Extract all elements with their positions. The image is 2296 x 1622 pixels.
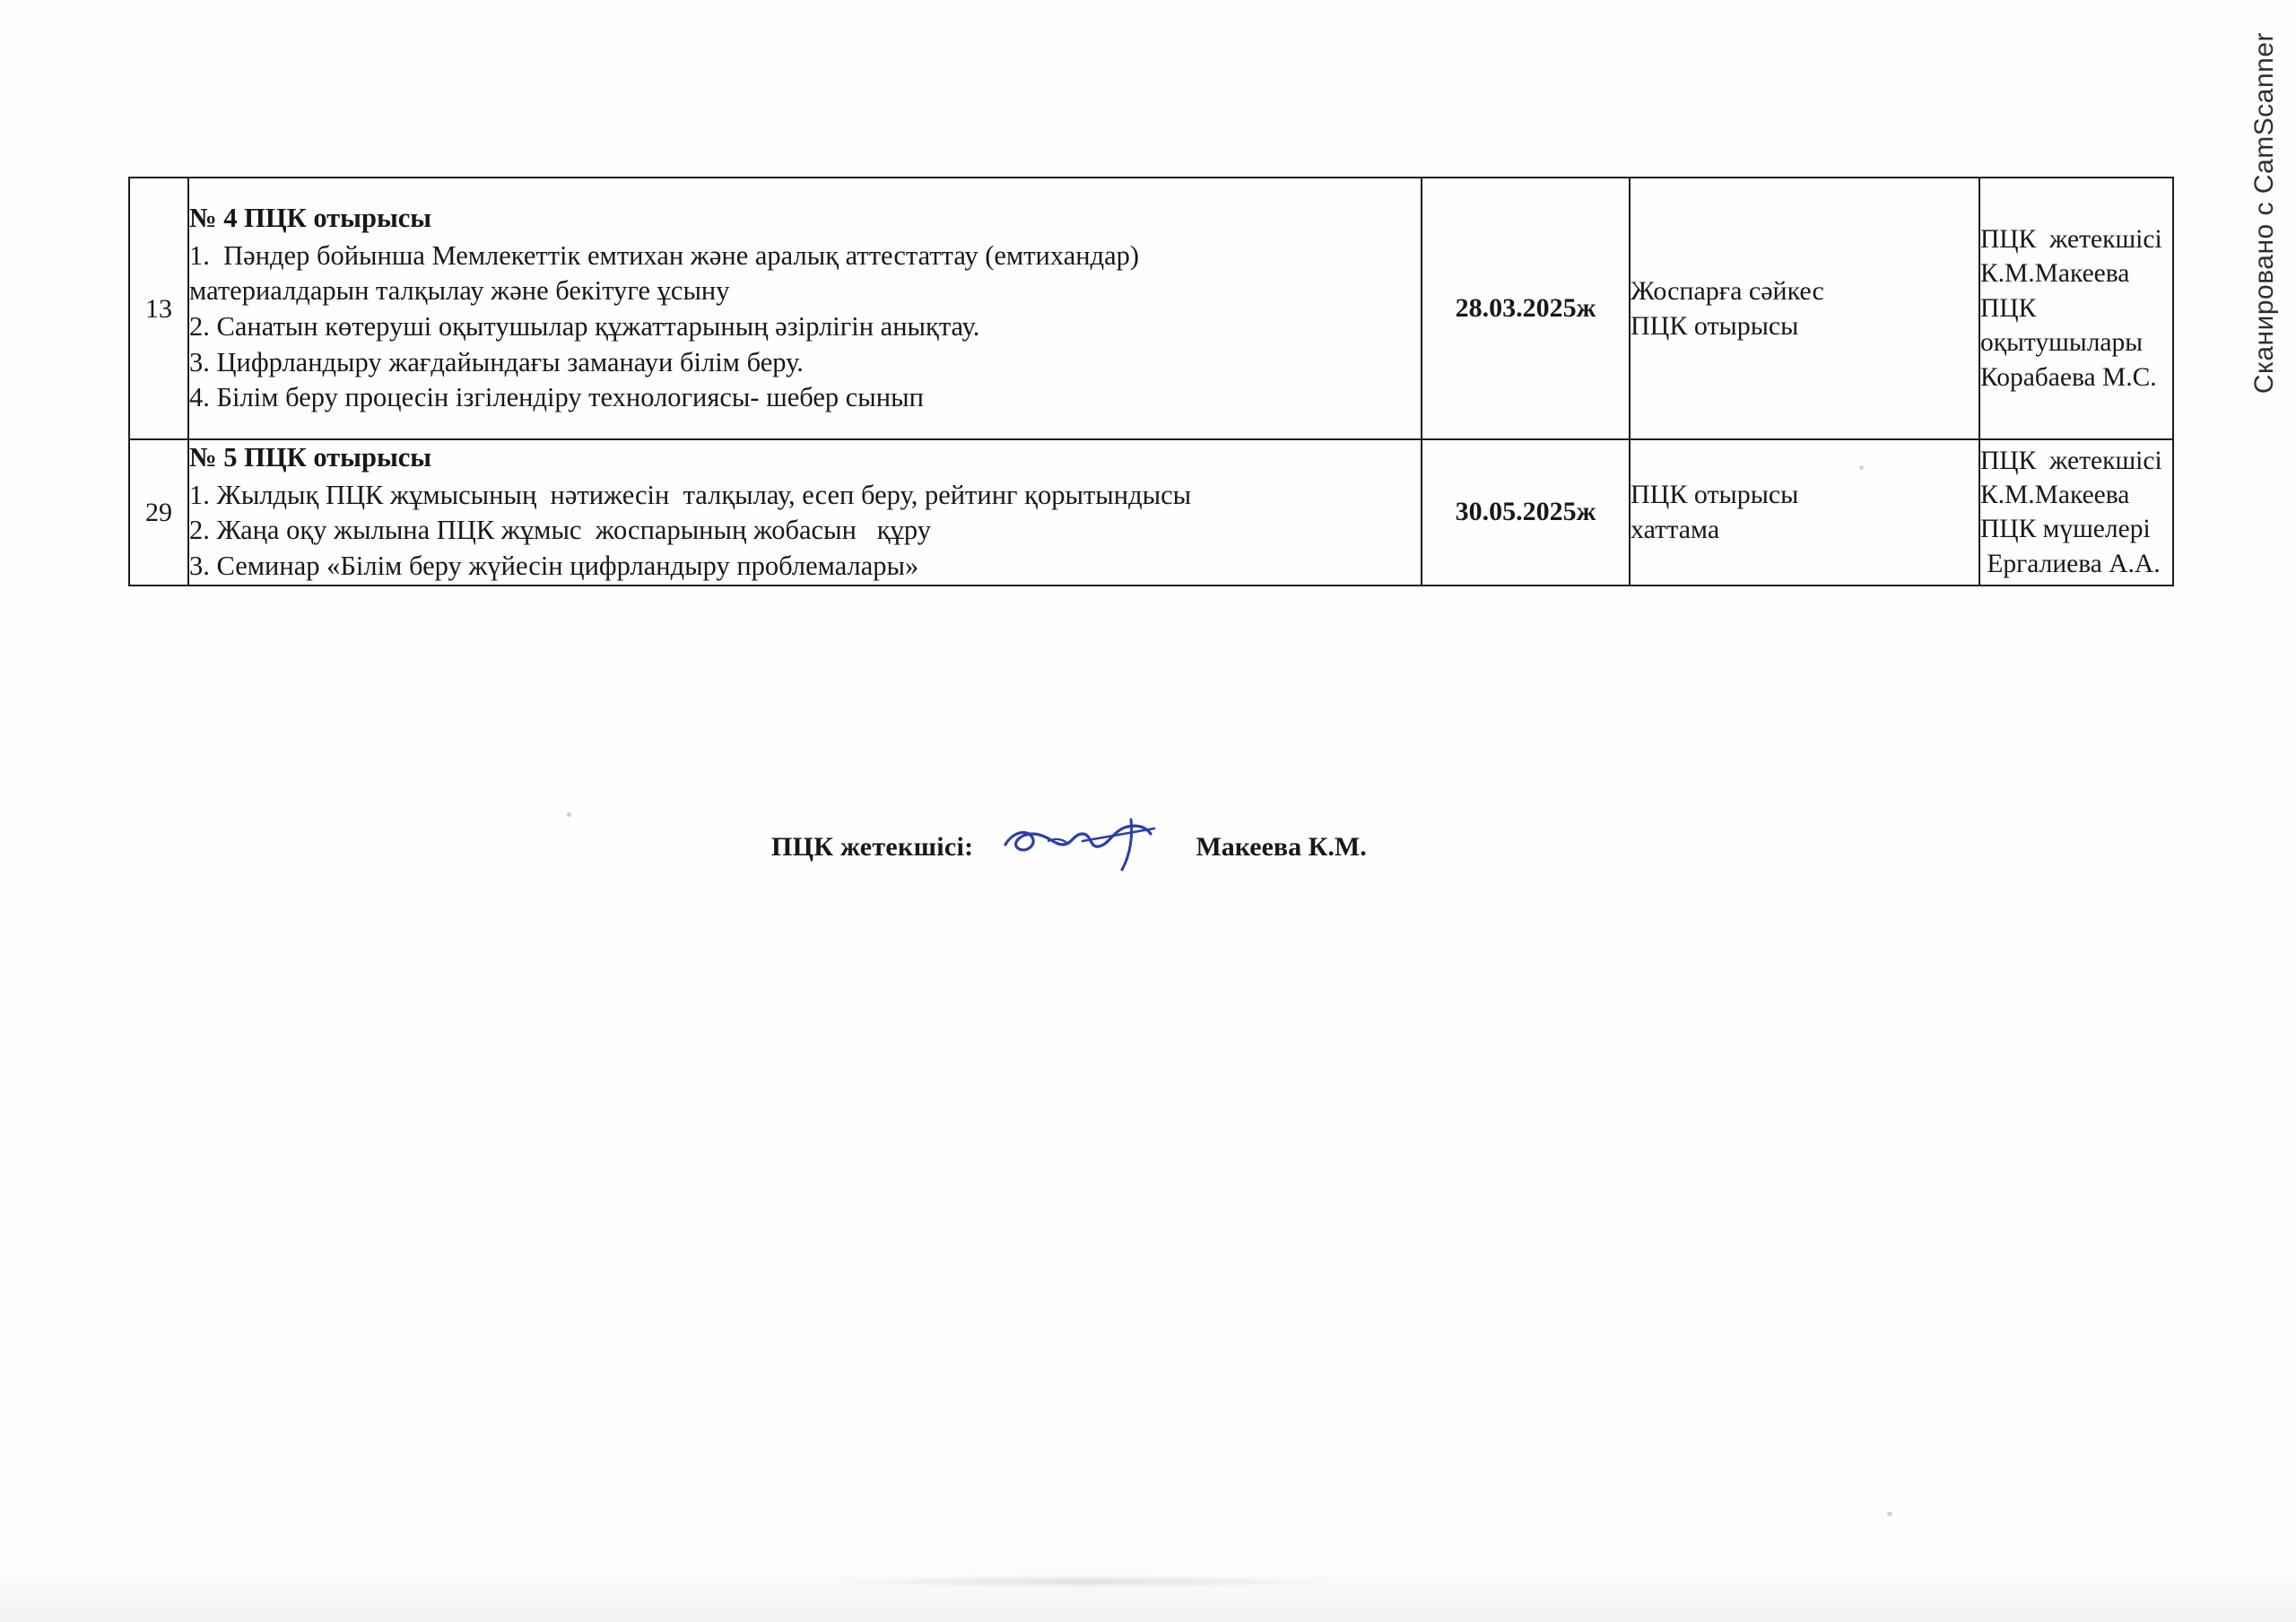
scan-shading	[0, 1559, 2296, 1622]
row-responsible	[1979, 178, 2173, 439]
table-row	[129, 178, 2173, 439]
agenda-line: 1. Жылдық ПЦК жұмысының нәтижесін талқылау, есеп беру, рейтинг қорытындысы	[189, 479, 1192, 510]
table-row	[129, 439, 2173, 585]
camscanner-watermark: Сканировано с CamScanner	[2249, 32, 2279, 395]
signatory-name: Макеева К.М.	[1196, 832, 1367, 862]
agenda-line: 2. Жаңа оқу жылына ПЦК жұмыс жоспарының жобасын құру	[189, 515, 931, 546]
row-number: 29	[129, 439, 188, 585]
responsible-line: ПЦК мүшелері	[1980, 515, 2151, 544]
scan-artifact	[1887, 1512, 1892, 1516]
scan-artifact	[567, 812, 571, 817]
row-form	[1630, 178, 1979, 439]
row-agenda	[188, 439, 1422, 585]
row-responsible	[1979, 439, 2173, 585]
scan-artifact	[1859, 465, 1864, 470]
form-line: ПЦК отырысы	[1631, 311, 1799, 341]
row-date: 28.03.2025ж	[1422, 178, 1630, 439]
meetings-table	[128, 177, 2174, 586]
responsible-line: ПЦК жетекшісі	[1980, 225, 2162, 255]
responsible-line: К.М.Макеева	[1980, 259, 2130, 289]
signature-label: ПЦК жетекшісі:	[771, 832, 974, 862]
row-form	[1630, 439, 1979, 585]
agenda-line: 2. Санатын көтеруші оқытушылар құжаттарының әзірлігін анықтау.	[189, 311, 980, 342]
agenda-title: № 4 ПЦК отырысы	[189, 203, 432, 234]
responsible-line: К.М.Макеева	[1980, 480, 2130, 509]
form-line: хаттама	[1631, 515, 1720, 545]
agenda-line: 3. Цифрландыру жағдайындағы заманауи білім беру.	[189, 346, 804, 377]
responsible-line: Ергалиева А.А.	[1980, 549, 2161, 578]
row-agenda	[188, 178, 1422, 439]
row-date: 30.05.2025ж	[1422, 439, 1630, 585]
handwritten-signature-icon	[996, 814, 1167, 880]
agenda-line: материалдарын талқылау және бекітуге ұсыну	[189, 275, 730, 307]
form-line: ПЦК отырысы	[1631, 480, 1799, 510]
agenda-line: 3. Семинар «Білім беру жүйесін цифрландыру проблемалары»	[189, 550, 919, 581]
responsible-line: оқытушылары	[1980, 328, 2144, 358]
agenda-line: 1. Пәндер бойынша Мемлекеттік емтихан және аралық аттестаттау (емтихандар)	[189, 239, 1140, 271]
responsible-line: ПЦК жетекшісі	[1980, 446, 2162, 475]
row-number: 13	[129, 178, 188, 439]
agenda-title: № 5 ПЦК отырысы	[189, 442, 432, 473]
responsible-line: ПЦК	[1980, 293, 2037, 323]
scan-smudge	[834, 1575, 1336, 1588]
form-line: Жоспарға сәйкес	[1631, 276, 1824, 306]
agenda-line: 4. Білім беру процесін ізгілендіру технологиясы- шебер сынып	[189, 382, 924, 413]
responsible-line: Корабаева М.С.	[1980, 362, 2157, 392]
signature-block	[771, 814, 1367, 880]
